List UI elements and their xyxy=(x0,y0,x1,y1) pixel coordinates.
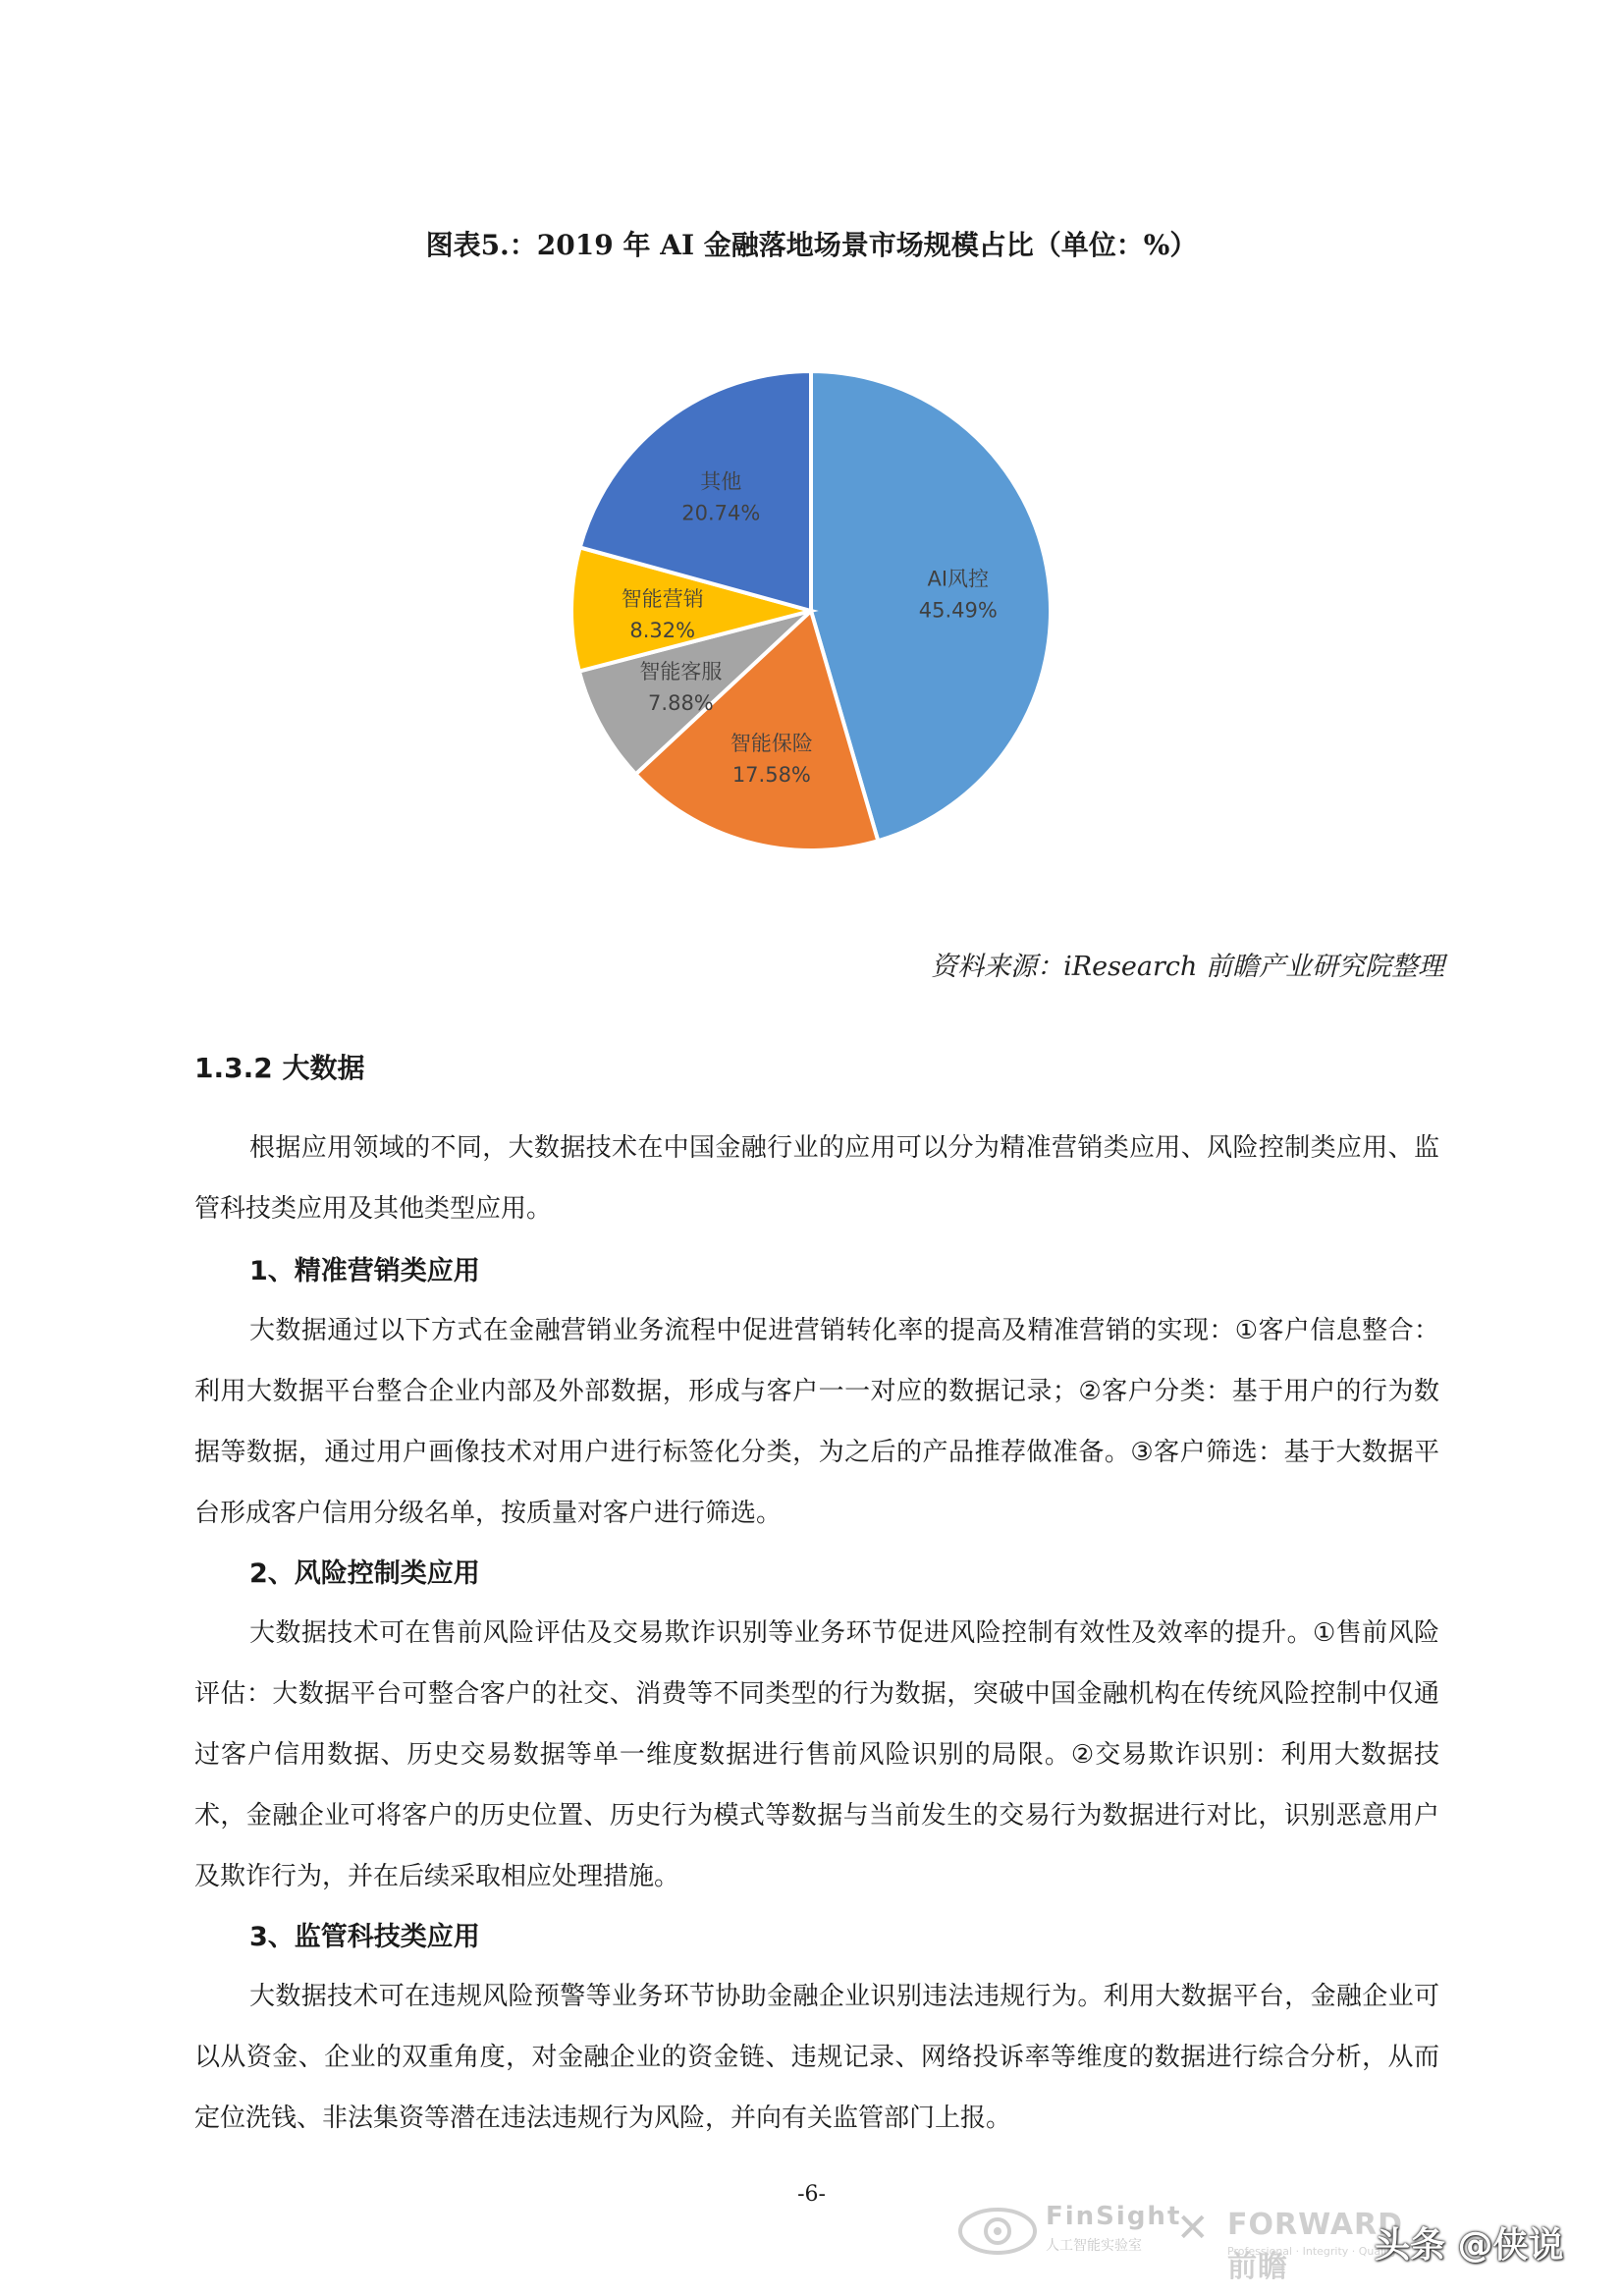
pie-label-value-5: 20.74% xyxy=(681,501,761,525)
watermark: 头条 @侠说 xyxy=(1375,2225,1564,2266)
paragraph-risk-control: 大数据技术可在售前风险评估及交易欺诈识别等业务环节促进风险控制有效性及效率的提升。①售前风险评估：大数据平台可整合客户的社交、消费等不同类型的行为数据，突破中国金融机构在传统风险控制中仅通过客户信用数据、历史交易数据等单一维度数据进行售前风险识别的局限。②交易欺诈识别：利用大数据技术，金融企业可将客户的历史位置、历史行为模式等数据与当前发生的交易行为数据进行对比，识别恶意用户及欺诈行为，并在后续采取相应处理措施。 xyxy=(194,1618,1439,1891)
eye-logo-icon xyxy=(957,2204,1038,2259)
pie-chart xyxy=(0,0,1623,923)
figure-title: 图表5.：2019 年 AI 金融落地场景市场规模占比（单位：%） xyxy=(425,229,1198,261)
paragraph-precision-marketing: 大数据通过以下方式在金融营销业务流程中促进营销转化率的提高及精准营销的实现：①客户信息整合：利用大数据平台整合企业内部及外部数据，形成与客户一一对应的数据记录；②客户分类：基于用户的行为数据等数据，通过用户画像技术对用户进行标签化分类，为之后的产品推荐做准备。③客户筛选：基于大数据平台形成客户信用分级名单，按质量对客户进行筛选。 xyxy=(194,1316,1439,1528)
pie-label-value-3: 7.88% xyxy=(648,690,714,715)
source-note: 资料来源：iResearch 前瞻产业研究院整理 xyxy=(931,952,1444,982)
subheading-risk-control: 2、风险控制类应用 xyxy=(249,1558,480,1589)
finsight-logo: FinSight xyxy=(1046,2202,1182,2231)
pie-label-name-2: 智能保险 xyxy=(730,731,813,755)
pie-label-name-5: 其他 xyxy=(700,469,742,494)
pie-label-value-1: 45.49% xyxy=(918,598,998,623)
pie-label-name-1: AI风控 xyxy=(927,567,990,591)
forward-subtitle: Professional · Integrity · Quality xyxy=(1227,2245,1398,2258)
pie-label-name-4: 智能营销 xyxy=(621,587,704,612)
paragraph-regtech: 大数据技术可在违规风险预警等业务环节协助金融企业识别违法违规行为。利用大数据平台，金融企业可以从资金、企业的双重角度，对金融企业的资金链、违规记录、网络投诉率等维度的数据进行综合分析，从而定位洗钱、非法集资等潜在违法违规行为风险，并向有关监管部门上报。 xyxy=(194,1982,1439,2133)
section-heading: 1.3.2 大数据 xyxy=(194,1052,365,1084)
subheading-precision-marketing: 1、精准营销类应用 xyxy=(249,1256,480,1286)
pie-label-value-4: 8.32% xyxy=(629,619,696,643)
page-number: -6- xyxy=(797,2182,826,2207)
cross-icon: ✕ xyxy=(1176,2206,1210,2251)
forward-logo: FORWARD 前瞻 xyxy=(1227,2208,1404,2284)
footer-logos xyxy=(952,2200,1443,2284)
subheading-regtech: 3、监管科技类应用 xyxy=(249,1922,480,1952)
finsight-subtitle: 人工智能实验室 xyxy=(1046,2238,1142,2254)
intro-paragraph: 根据应用领域的不同，大数据技术在中国金融行业的应用可以分为精准营销类应用、风险控制类应用、监管科技类应用及其他类型应用。 xyxy=(194,1133,1439,1224)
pie-label-value-2: 17.58% xyxy=(731,762,811,787)
pie-label-name-3: 智能客服 xyxy=(639,659,723,683)
